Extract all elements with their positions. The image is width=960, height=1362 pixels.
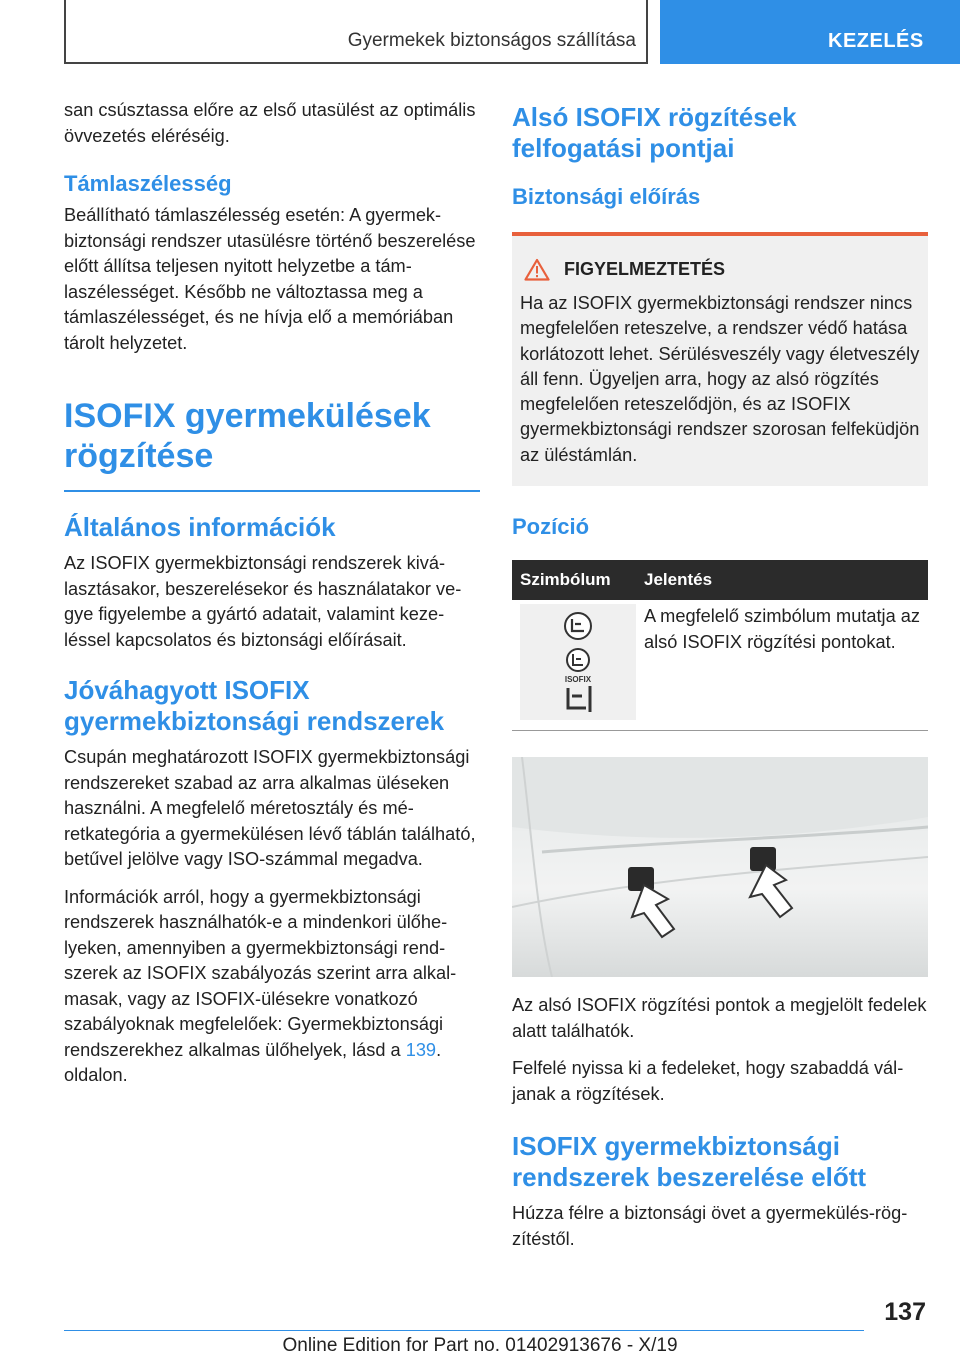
info-text-end: . oldalon. [64,1039,442,1085]
info-text: Információk arról, hogy a gyermekbiztonsági rendszerek használhatók-e a mindenkori ülőhelyeken, amennyiben a gyermekbiztonsági rendszerek az ISOFIX szabályozás szerint arra alkalmasak, vagy az ISOFIX-ülésekre vonatkozó szabályoknak megfelelőek: Gyermekbiztonsági rendszerekhez alkalmas ülőhelyek, lásd a [64,886,457,1060]
isofix-symbol-icon [520,604,636,720]
general-paragraph: Az ISOFIX gyermekbiztonsági rendszerek kiválasztásakor, beszerelésekor és használatakor vegye figyelembe a gyártó adatait, valamint kezeléssel kapcsolatos és biztonsági előírásait. [64,553,462,650]
anchor-cover [628,867,654,891]
approved-paragraph: Csupán meghatározott ISOFIX gyermekbiztonsági rendszereket szabad az arra alkalmas üléseken használni. A megfelelő méretosztály és méretkategória a gyermekülésen lévő táblán található, betűvel jelölve vagy ISO-számmal megadva. [64,747,476,869]
arrow-icon [632,885,674,937]
warning-title [520,258,920,281]
heading-approved-systems: Jóváhagyott ISOFIX gyermekbiztonsági rendszerek [64,675,445,736]
symbol-table [512,560,928,731]
header-divider [646,0,648,64]
heading-position: Pozíció [512,514,590,540]
header-border [64,62,648,64]
section-tab[interactable] [660,0,960,64]
backrest-paragraph: Beállítható támlaszélesség esetén: A gyermekbiztonsági rendszer utasülésre történő beszerelése előtt állítsa teljesen nyitott helyzetbe a támlaszélességet. Később ne változtassa meg a támlaszélességet, és ne hívja elő a memóriában tárolt helyzetet. [64,205,476,353]
table-header-meaning: Jelentés [644,570,713,590]
isofix-label: ISOFIX [564,675,592,685]
covers-paragraph: Az alsó ISOFIX rögzítési pontok a megjelölt fedelek alatt találhatók. [512,995,927,1041]
isofix-symbols [520,604,636,720]
heading-lower-anchors: Alsó ISOFIX rögzítések felfogatási pontjai [512,102,797,163]
footer-rule [64,1330,864,1331]
heading-rule [64,490,480,492]
belt-paragraph: Húzza félre a biztonsági övet a gyermekülés-rögzítéstől. [512,1203,908,1249]
edition-footer: Online Edition for Part no. 01402913676 - X/19 [282,1335,678,1356]
heading-isofix-mounting: ISOFIX gyermekülések rögzítése [64,397,431,475]
heading-general-info: Általános információk [64,512,336,542]
seat-illustration [512,757,928,977]
anchor-cover [750,847,776,871]
table-row [512,600,928,731]
meaning-text: A megfelelő szimbólum mutatja az alsó ISOFIX rögzítési pontokat. [644,606,920,652]
heading-backrest-width: Támlaszélesség [64,171,232,196]
header-border [64,0,66,64]
heading-before-install: ISOFIX gyermekbiztonsági rendszerek beszerelése előtt [512,1131,867,1193]
table-header [512,560,928,600]
warning-title-text: FIGYELMEZTETÉS [564,259,726,279]
page-link[interactable]: 139 [405,1039,437,1060]
page-number: 137 [884,1298,926,1326]
info-paragraph [64,885,480,1089]
warning-box [512,232,928,486]
chapter-title: Gyermekek biztonságos szállítása [347,30,636,51]
open-paragraph: Felfelé nyissa ki a fedeleket, hogy szabaddá váljanak a rögzítések. [512,1058,904,1104]
left-column [64,98,480,1101]
meaning-cell [636,604,928,720]
intro-paragraph: san csúsztassa előre az első utasülést az optimális övvezetés eléréséig. [64,100,476,146]
warning-icon [524,258,550,281]
seat-anchor-photo [512,757,928,977]
heading-safety-note: Biztonsági előírás [512,184,701,209]
section-tab-label: KEZELÉS [828,30,924,52]
right-column [512,98,928,1264]
table-header-symbol: Szimbólum [520,570,611,590]
warning-text: Ha az ISOFIX gyermekbiztonsági rendszer nincs megfelelően reteszelve, a rendszer védő hatása korlátozott lehet. Sérülésveszély vagy életveszély áll fenn. Ügyeljen arra, hogy az alsó rögzítés megfelelően reteszelődjön, és az ISOFIX gyermekbiztonsági rendszer szorosan felfeküdjön az üléstámlán. [520,293,920,465]
